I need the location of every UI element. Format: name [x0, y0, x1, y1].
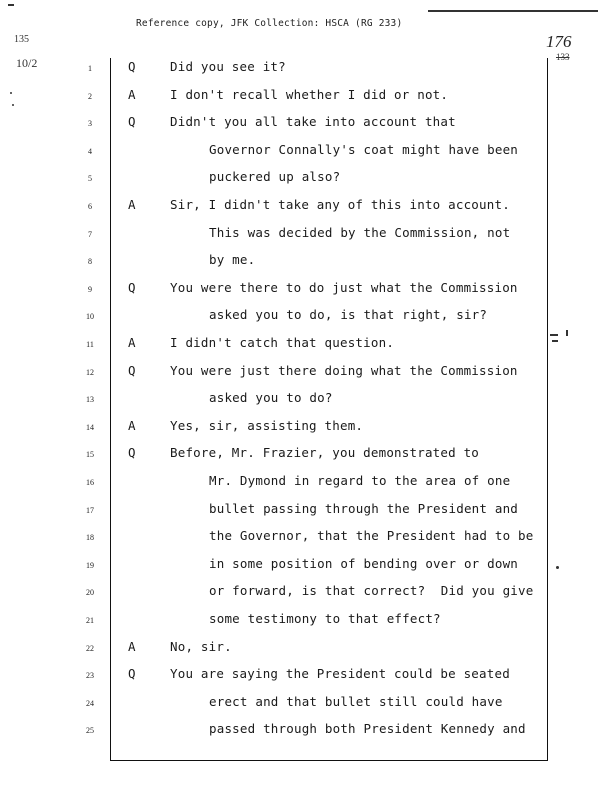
speaker-label: A [128, 638, 136, 654]
transcript-text: Governor Connally's coat might have been [209, 141, 519, 157]
transcript-text: Did you see it? [170, 59, 286, 74]
speaker-label: A [128, 197, 136, 212]
speaker-label: Q [128, 279, 136, 295]
line-number: 20 [86, 588, 94, 598]
transcript-text: bullet passing through the President and [209, 500, 519, 516]
transcript-line [0, 224, 612, 244]
line-number: 18 [86, 533, 94, 543]
line-number: 1 [88, 64, 92, 73]
transcript-line [0, 389, 612, 409]
transcript-text: This was decided by the Commission, not [209, 224, 511, 240]
transcript-text: some testimony to that effect? [209, 611, 441, 626]
speaker-label: A [128, 86, 136, 102]
speaker-label: Q [128, 114, 136, 130]
line-number: 21 [86, 616, 94, 625]
transcript-text: I didn't catch that question. [170, 335, 395, 350]
transcript-line [0, 362, 612, 382]
transcript-line [0, 141, 612, 161]
speaker-label: A [128, 417, 136, 433]
transcript-line [0, 610, 612, 630]
transcript-line [0, 444, 612, 464]
speaker-label: Q [128, 59, 136, 74]
transcript-text: You were just there doing what the Commission [170, 362, 518, 378]
transcript-text: by me. [209, 252, 256, 268]
speaker-label: Q [128, 445, 136, 461]
line-number: 19 [86, 560, 94, 570]
transcript-line [0, 665, 612, 685]
transcript-text: You were there to do just what the Commission [170, 279, 518, 295]
transcript-text: asked you to do? [209, 390, 333, 406]
transcript-line [0, 196, 612, 216]
transcript-text: the Governor, that the President had to be [209, 528, 534, 544]
speaker-label: Q [128, 362, 136, 378]
page-number: 176 [546, 32, 572, 51]
line-number: 7 [88, 229, 92, 239]
line-number: 12 [86, 367, 94, 377]
collection-header: Reference copy, JFK Collection: HSCA (RG 233) [136, 18, 403, 29]
margin-note-number: 135 [14, 34, 29, 45]
transcript-text: asked you to do, is that right, sir? [209, 307, 488, 323]
transcript-line [0, 86, 612, 106]
line-number: 10 [86, 312, 94, 322]
transcript-text: Yes, sir, assisting them. [170, 417, 364, 433]
transcript-line [0, 472, 612, 492]
line-number: 25 [86, 726, 94, 736]
line-number: 24 [86, 698, 94, 708]
line-number: 5 [88, 174, 92, 184]
transcript-line [0, 527, 612, 547]
line-number: 22 [86, 643, 94, 653]
speaker-label: A [128, 335, 136, 350]
page-number-struck: 133 [556, 52, 570, 62]
transcript-text: I don't recall whether I did or not. [170, 86, 449, 102]
transcript-line [0, 500, 612, 520]
transcript-line [0, 638, 612, 658]
line-number: 16 [86, 478, 94, 487]
transcript-line [0, 251, 612, 271]
transcript-line [0, 555, 612, 575]
transcript-text: puckered up also? [209, 169, 341, 185]
transcript-text: Sir, I didn't take any of this into account. [170, 197, 510, 212]
transcript-text: in some position of bending over or down [209, 555, 519, 571]
margin-note-date: 10/2 [16, 56, 38, 70]
transcript-line [0, 113, 612, 133]
line-number: 15 [86, 450, 94, 460]
line-number: 17 [86, 505, 94, 515]
line-number: 8 [88, 257, 92, 267]
line-number: 4 [88, 146, 92, 156]
transcript-text: No, sir. [170, 638, 232, 654]
line-number: 9 [88, 284, 92, 294]
line-number: 2 [88, 91, 92, 101]
transcript-line [0, 334, 612, 354]
transcript-text: Mr. Dymond in regard to the area of one [209, 473, 511, 488]
transcript-text: Before, Mr. Frazier, you demonstrated to [170, 445, 480, 461]
line-number: 6 [88, 202, 92, 211]
transcript-line [0, 279, 612, 299]
line-number: 14 [86, 422, 94, 432]
line-number: 3 [88, 119, 92, 129]
transcript-line [0, 306, 612, 326]
line-number: 13 [86, 395, 94, 405]
speaker-label: Q [128, 666, 136, 682]
transcript-text: or forward, is that correct? Did you give [209, 583, 534, 599]
transcript-text: Didn't you all take into account that [170, 114, 456, 130]
transcript-text: passed through both President Kennedy and [209, 721, 526, 737]
transcript-line [0, 417, 612, 437]
transcript-text: You are saying the President could be seated [170, 666, 510, 682]
transcript-line [0, 58, 612, 78]
transcript-line [0, 720, 612, 740]
line-number: 11 [86, 340, 94, 349]
transcript-line [0, 168, 612, 188]
transcript-text: erect and that bullet still could have [209, 693, 503, 709]
line-number: 23 [86, 671, 94, 681]
transcript-line [0, 582, 612, 602]
transcript-line [0, 693, 612, 713]
